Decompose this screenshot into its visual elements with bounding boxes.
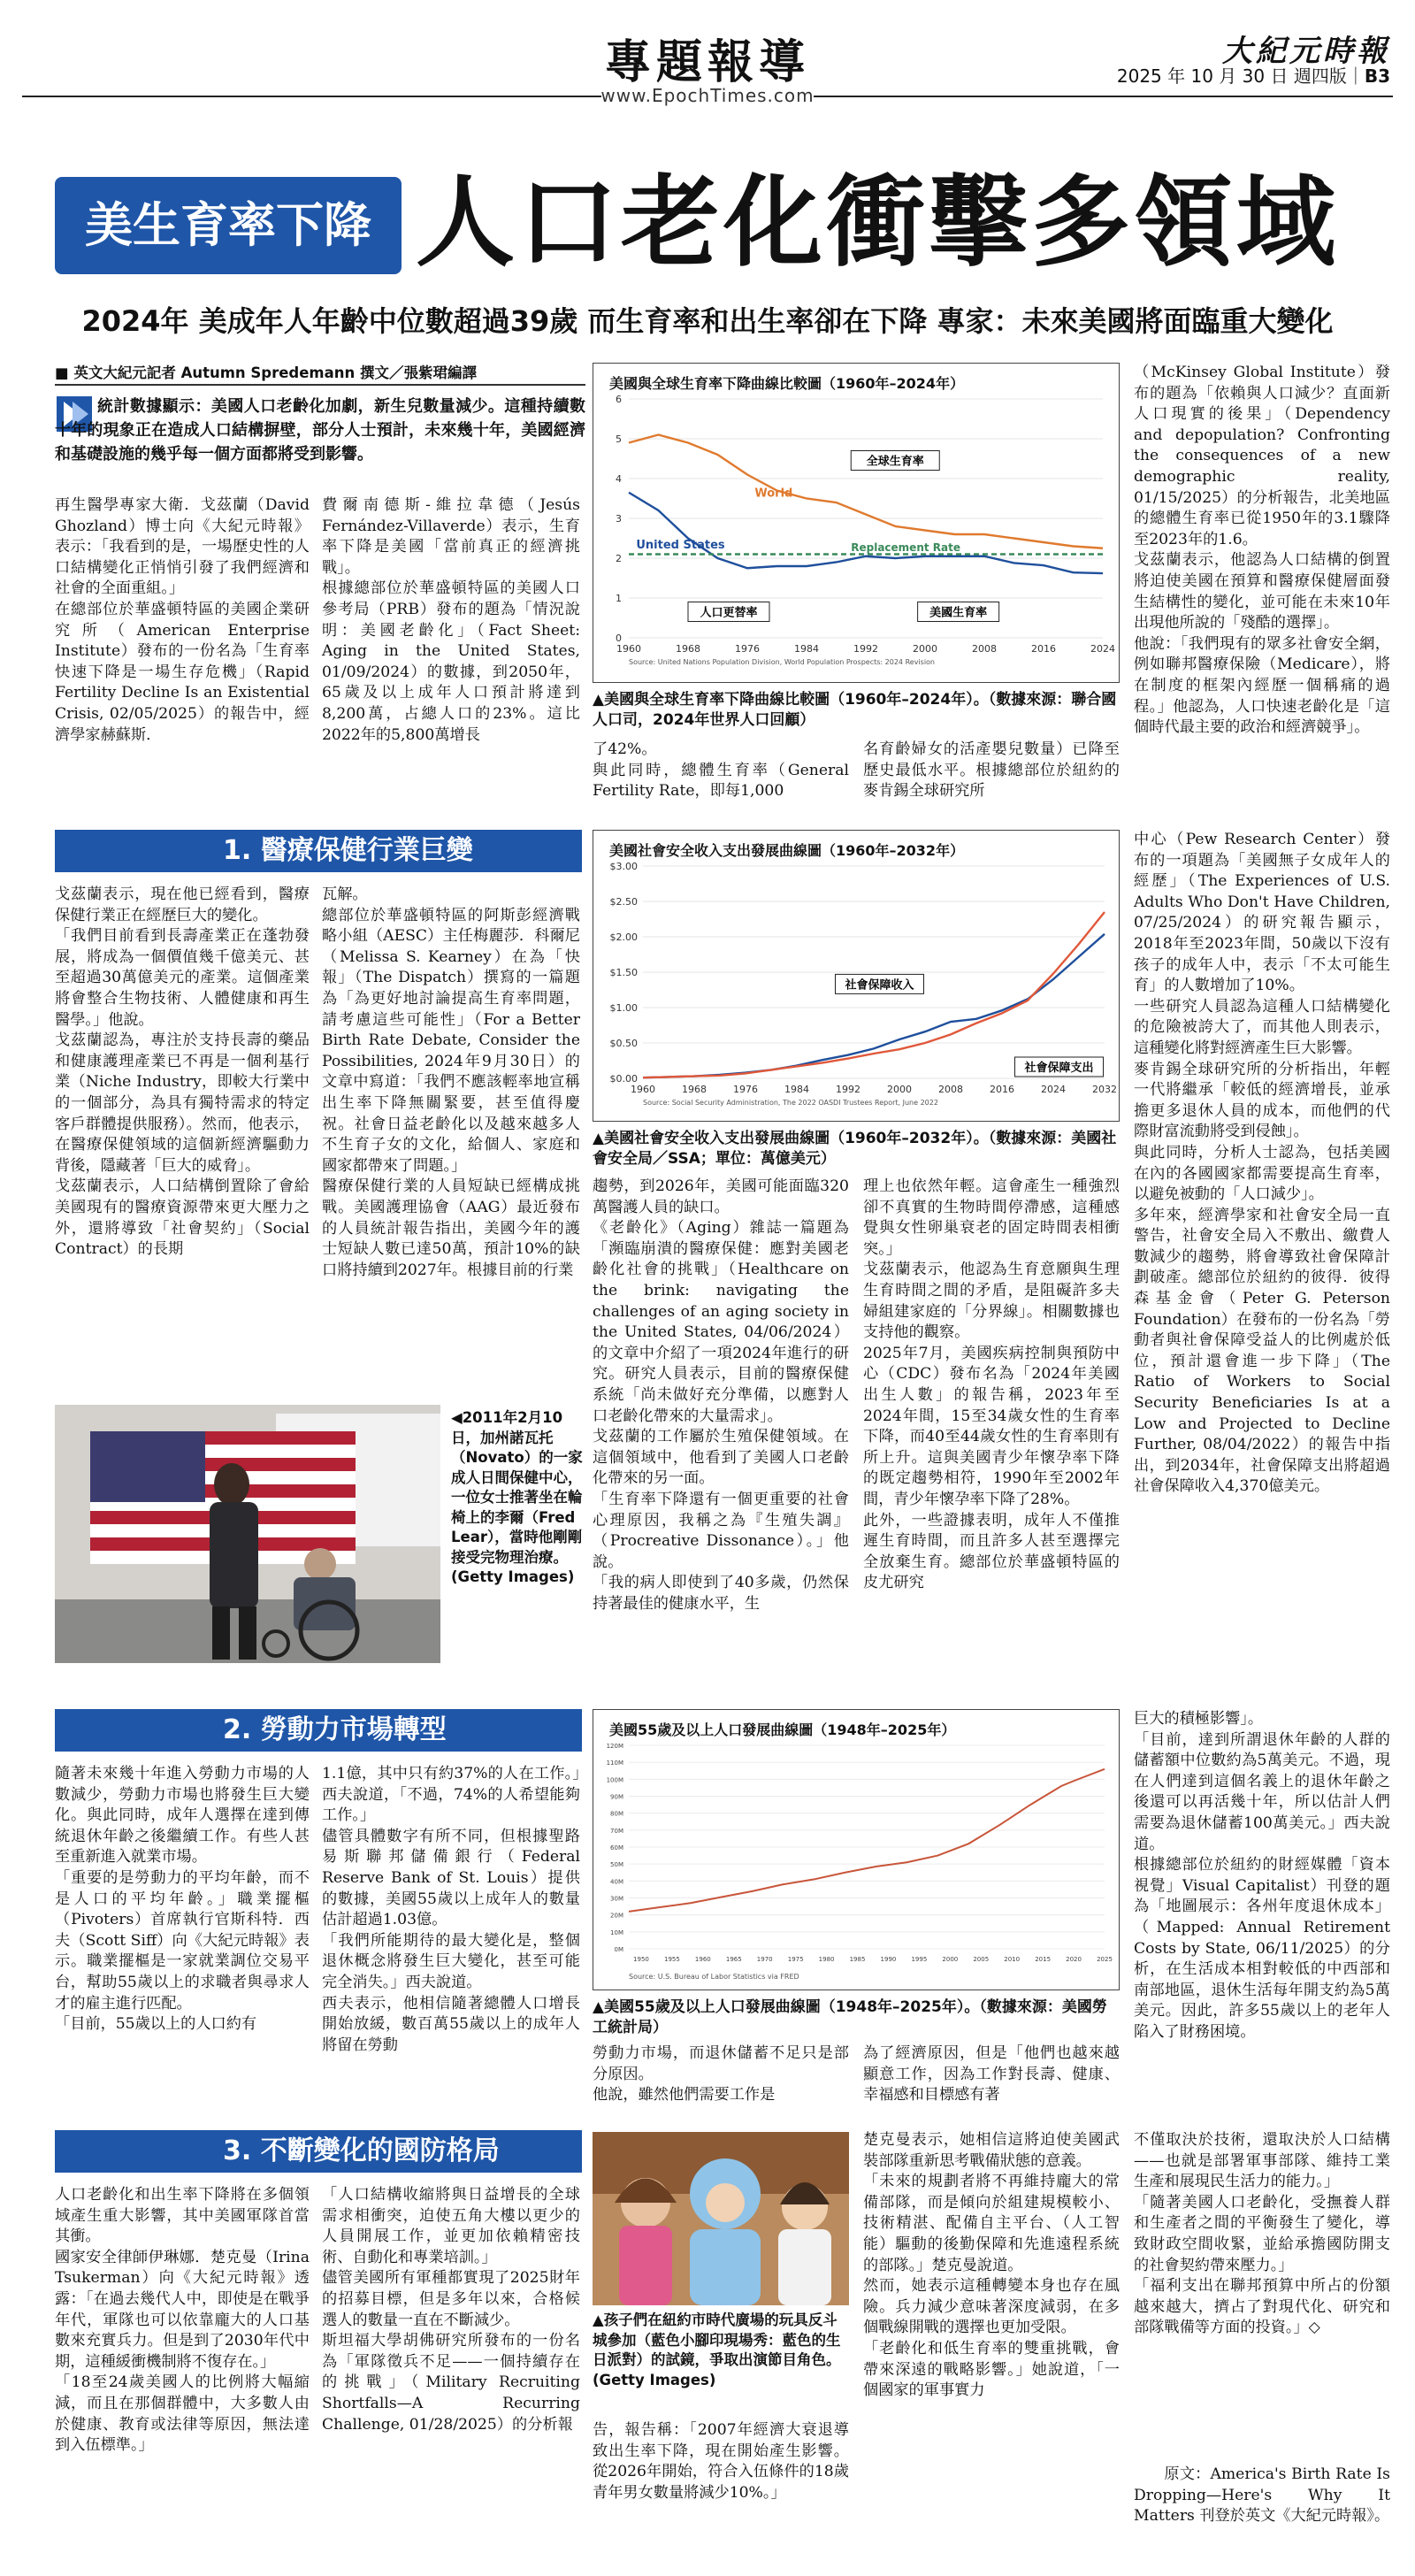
series-line-55-plus	[629, 1769, 1105, 1912]
intro-col-3b: 名育齡婦女的活產嬰兒數量）已降至歷史最低水平。根據總部位於紐約的麥肯錫全球研究所	[863, 740, 1120, 801]
x-tick-label: 1985	[849, 1956, 866, 1963]
x-tick-label: 1995	[911, 1956, 928, 1963]
x-tick-label: 1968	[676, 643, 700, 655]
series-line-united-states	[629, 493, 1103, 573]
y-tick-label: $3.00	[609, 861, 638, 872]
x-tick-label: 1976	[735, 643, 760, 655]
source-note: 原文：America's Birth Rate Is Dropping—Here's Why It Matters 刊登於英文《大紀元時報》。	[1134, 2465, 1390, 2526]
x-tick-label: 2016	[990, 1084, 1014, 1095]
y-tick-label: 10M	[610, 1928, 623, 1936]
social-security-chart-caption: ▲美國社會安全收入支出發展曲線圖（1960年–2032年）。（數據來源：美國社會安全局／SSA；單位：萬億美元）	[593, 1130, 1117, 1168]
sec1-col-2: 瓦解。 總部位於華盛頓特區的阿斯彭經濟戰略小組（AESC）主任梅麗莎．科爾尼（Melissa S. Kearney）在為「快報」（The Dispatch）撰寫的一篇題為「為更好地討論提高生育率問題，請考慮這些可能性」（For a Better Birth Rate Debate, Consider the Possibilities, 2024年9月30日）的文章中寫道：「我們不應該輕率地宣稱出生率下降無關緊要，甚至值得慶祝。社會日益老齡化以及越來越多人不生育子女的文化，給個人、家庭和國家都帶來了問題。」 醫療保健行業的人員短缺已經構成挑戰。美國護理協會（AAG）最近發布的人員統計報告指出，美國今年的護士短缺人數已達50萬，預計10%的缺口將持續到2027年。根據目前的行業	[322, 886, 580, 1279]
photo-children-image	[593, 2132, 849, 2305]
y-tick-label: 0M	[614, 1946, 623, 1953]
y-tick-label: 110M	[606, 1760, 623, 1767]
section-title: 專題報導	[604, 36, 810, 89]
issue-date: 2025 年 10 月 30 日 週四版｜B3	[1116, 65, 1390, 87]
x-tick-label: 2032	[1092, 1084, 1117, 1095]
sec2-col-1: 隨著未來幾十年進入勞動力市場的人數減少，勞動力市場也將發生巨大變化。與此同時，成年人選擇在達到傳統退休年齡之後繼續工作。有些人甚至重新進入就業市場。 「重要的是勞動力的平均年齡，而不是人口的平均年齡。」職業擺樞（Pivoters）首席執行官斯科特．西夫（Scott Siff）向《大紀元時報》表示。職業擺樞是一家就業調位交易平台，幫助55歲以上的求職者與尋求人才的雇主進行匹配。 「目前，55歲以上的人口約有	[55, 1765, 310, 2034]
sec3-col-2: 「人口結構收縮將與日益增長的全球需求相衝突，迫使五角大樓以更少的人員開展工作，並更加依賴精密技術、自動化和專業培訓。」 儘管美國所有軍種都實現了2025財年的招募目標，但是多年以來，合格候選人的數量一直在不斷減少。 斯坦福大學胡佛研究所發布的一份名為「軍隊徵兵不足——一個持續存在的挑戰」（Military Recruiting Shortfalls—A Recurring Challenge, 01/28/2025）的分析報	[322, 2186, 580, 2434]
section-1-header: 1. 醫療保健行業巨變	[55, 830, 582, 872]
chart-title: 美國社會安全收入支出發展曲線圖（1960年–2032年）	[609, 842, 965, 859]
y-tick-label: 30M	[610, 1895, 623, 1903]
headline-title: 人口老化衝擊多領域	[416, 165, 1339, 280]
y-tick-label: 120M	[606, 1743, 623, 1750]
x-tick-label: 2005	[973, 1956, 990, 1963]
y-tick-label: 6	[616, 394, 622, 405]
fertility-chart-caption: ▲美國與全球生育率下降曲線比較圖（1960年–2024年）。（數據來源：聯合國人口司，2024年世界人口回顧）	[593, 691, 1117, 729]
chart-source: Source: Social Security Administration, The 2022 OASDI Trustees Report, June 2022	[643, 1099, 938, 1107]
byline: ■ 英文大紀元記者 Autumn Spredemann 撰文／張紫珺編譯	[55, 364, 478, 381]
population-55-chart-svg	[593, 1736, 1121, 1990]
y-tick-label: $0.00	[609, 1073, 638, 1085]
x-tick-label: 2024	[1090, 643, 1115, 655]
x-tick-label: 1992	[836, 1084, 860, 1095]
series-label-united-states: United States	[636, 538, 725, 552]
x-tick-label: 2000	[913, 643, 937, 655]
y-tick-label: $1.00	[609, 1002, 638, 1014]
sec3-col-4: 楚克曼表示，她相信這將迫使美國武裝部隊重新思考戰備狀態的意義。 「未來的規劃者將不再維持龐大的常備部隊，而是傾向於組建規模較小、技術精湛、配備自主平台、（人工智能）驅動的後勤保障和先進遠程系統的部隊。」楚克曼說道。 然而，她表示這種轉變本身也存在風險。兵力減少意味著深度減弱，在多個戰線開戰的選擇也更加受限。 「老齡化和低生育率的雙重挑戰，會帶來深遠的戰略影響。」她說道，「一個國家的軍事實力	[863, 2131, 1120, 2400]
y-tick-label: 4	[616, 473, 622, 485]
x-tick-label: 1976	[733, 1084, 758, 1095]
photo-children-caption: ▲孩子們在紐約市時代廣場的玩具反斗城參加（藍色小腳印現場秀：藍色的生日派對）的試鏡，爭取出演節目角色。(Getty Images)	[593, 2312, 841, 2388]
photo-wheelchair	[55, 1405, 440, 1663]
y-tick-label: $2.00	[609, 932, 638, 943]
sec2-col-3a: 勞動力市場，而退休儲蓄不足只是部分原因。 他說，雖然他們需要工作是	[593, 2044, 849, 2104]
x-tick-label: 2000	[942, 1956, 959, 1963]
x-tick-label: 1992	[853, 643, 878, 655]
y-tick-label: 60M	[610, 1844, 623, 1852]
expense-callout-label: 社會保障支出	[1024, 1062, 1094, 1075]
photo-wheelchair-caption: ◀2011年2月10日，加州諾瓦托（Novato）的一家成人日間保健中心，一位女士推著坐在輪椅上的李爾（Fred Lear），當時他剛剛接受完物理治療。(Getty Images)	[451, 1409, 583, 1585]
x-tick-label: 2020	[1066, 1956, 1082, 1963]
byline-rule	[55, 384, 585, 386]
sec2-col-2: 1.1億，其中只有約37%的人在工作。」西夫說道，「不過，74%的人希望能夠工作。」 儘管具體數字有所不同，但根據聖路易斯聯邦儲備銀行（Federal Reserve Bank of St. Louis）提供的數據，美國55歲以上成年人的數量估計超過1.03億。 「我們所能期待的最大變化是，整個退休概念將發生巨大變化，甚至可能完全消失。」西夫說道。 西夫表示，他相信隨著總體人口增長開始放緩，數百萬55歲以上的成年人將留在勞動	[322, 1765, 580, 2054]
y-tick-label: 100M	[606, 1776, 623, 1784]
y-tick-label: 0	[616, 632, 622, 644]
sec1-col-3: 趨勢，到2026年，美國可能面臨320萬醫護人員的缺口。 《老齡化》（Aging）雜誌一篇題為「瀕臨崩潰的醫療保健：應對美國老齡化社會的挑戰」（Healthcare on the brink: navigating the challenges of an aging society in the United States, 04/06/2024）的文章中介紹了一項2024年進行的研究。研究人員表示，目前的醫療保健系統「尚未做好充分準備，以應對人口老齡化帶來的大量需求」。 戈茲蘭的工作屬於生殖保健領域。在這個領域中，他看到了美國人口老齡化帶來的另一面。 「生育率下降還有一個更重要的社會心理原因，我稱之為『生殖失調』（Procreative Dissonance）。」他說。 「我的病人即使到了40多歲，仍然保持著最佳的健康水平，生	[593, 1177, 849, 1613]
chart-source: Source: U.S. Bureau of Labor Statistics via FRED	[629, 1973, 799, 1981]
x-tick-label: 1965	[725, 1956, 742, 1963]
section-2-header: 2. 勞動力市場轉型	[55, 1709, 582, 1752]
replacement-callout-label: 人口更替率	[700, 606, 758, 620]
site-url: www.EpochTimes.com	[600, 85, 815, 106]
intro-col-4: （McKinsey Global Institute）發布的題為「依賴與人口減少？直面新人口現實的後果」（Dependency and depopulation? Confronting the consequences of a new demographic reality, 01/15/2025）的分析報告，北美地區的總體生育率已從1950年的3.1驟降至2023年的1.6。 戈茲蘭表示，他認為人口結構的倒置將迫使美國在預算和醫療保健層面發生結構性的變化，並可能在未來10年出現他所說的「殘酷的選擇」。 他說：「我們現有的眾多社會安全網，例如聯邦醫療保險（Medicare），將在制度的框架內經歷一個稱痛的過程。」他認為，人口快速老齡化是「這個時代最主要的政治和經濟競爭」。	[1134, 364, 1390, 737]
x-tick-label: 1960	[631, 1084, 655, 1095]
series-line-0	[643, 934, 1105, 1077]
sec1-col-4: 理上也依然年輕。這會產生一種強烈卻不真實的生物時間停滯感，這種感覺與女性卵巢衰老的固定時間表相衝突。」 戈茲蘭表示，他認為生育意願與生理生育時間之間的矛盾，是阻礙許多夫婦組建家庭的「分界線」。相關數據也支持他的觀察。 2025年7月，美國疾病控制與預防中心（CDC）發布名為「2024年美國出生人數」的報告稱，2023年至2024年間，15至34歲女性的生育率下降，而40至44歲女性的生育率則有所上升。這與美國青少年懷孕率下降的既定趨勢相符，1990年至2002年間，青少年懷孕率下降了28%。 此外，一些證據表明，成年人不僅推遲生育時間，而且許多人甚至選擇完全放棄生育。總部位於華盛頓特區的皮尤研究	[863, 1177, 1120, 1592]
x-tick-label: 2008	[938, 1084, 963, 1095]
x-tick-label: 1960	[694, 1956, 711, 1963]
x-tick-label: 1984	[794, 643, 819, 655]
x-tick-label: 2025	[1097, 1956, 1113, 1963]
header-rule-left	[22, 96, 601, 97]
fertility-chart	[593, 363, 1120, 683]
y-tick-label: $1.50	[609, 967, 638, 978]
header-rule-right	[814, 96, 1393, 97]
chart-source: Source: United Nations Population Division, World Population Prospects: 2024 Revision	[629, 658, 935, 666]
sec1-col-1: 戈茲蘭表示，現在他已經看到，醫療保健行業正在經歷巨大的變化。 「我們目前看到長壽產業正在蓬勃發展，將成為一個價值幾千億美元、甚至超過30萬億美元的產業。這個產業將會整合生物技術、人體健康和再生醫學。」他說。 戈茲蘭認為，專注於支持長壽的藥品和健康護理產業已不再是一個利基行業（Niche Industry，即較大行業中的一個部分，為具有獨特需求的特定客戶群體提供服務）。然而，他表示，在醫療保健領域的這個新經濟驅動力背後，隱藏著「巨大的威脅」。 戈茲蘭表示，人口結構倒置除了會給美國現有的醫療資源帶來更大壓力之外，還將導致「社會契約」（Social Contract）的長期	[55, 886, 310, 1259]
lead-paragraph: 統計數據顯示：美國人口老齡化加劇，新生兒數量減少。這種持續數十年的現象正在造成人口結構摒壁，部分人士預計，未來幾十年，美國經濟和基礎設施的幾乎每一個方面都將受到影響。	[55, 397, 585, 464]
y-tick-label: 20M	[610, 1912, 623, 1920]
x-tick-label: 2008	[972, 643, 997, 655]
headline-subtitle: 2024年 美成年人年齡中位數超過39歲 而生育率和出生率卻在下降 專家：未來美國將面臨重大變化	[81, 304, 1334, 338]
population-55-chart	[593, 1709, 1120, 1990]
series-label-replacement: Replacement Rate	[851, 540, 960, 554]
intro-col-1: 再生醫學專家大衛．戈茲蘭（David Ghozland）博士向《大紀元時報》表示：「我看到的是，一場歷史性的人口結構變化正悄悄引發了我們經濟和社會的全面重組。」 在總部位於華盛頓特區的美國企業研究所（American Enterprise Institute）發布的一份名為「生育率快速下降是一場生存危機」（Rapid Fertility Decline Is an Existential Crisis, 02/05/2025）的報告中，經濟學家赫蘇斯．	[55, 496, 310, 744]
sec3-col-1: 人口老齡化和出生率下降將在多個領域產生重大影響，其中美國軍隊首當其衝。 國家安全律師伊琳娜．楚克曼（Irina Tsukerman）向《大紀元時報》透露：「在過去幾代人中，即使是在戰爭年代，軍隊也可以依靠龐大的人口基數來充實兵力。但是到了2030年代中期，這種緩衝機制將不復存在。」 「18至24歲美國人的比例將大幅縮減，而且在那個群體中，大多數人由於健康、教育或法律等原因，無法達到入伍標準。」	[55, 2186, 310, 2455]
y-tick-label: 90M	[610, 1793, 623, 1801]
social-security-chart-svg	[593, 857, 1121, 1121]
sec2-col-4: 巨大的積極影響」。 「目前，達到所謂退休年齡的人群的儲蓄額中位數約為5萬美元。不過，現在人們達到這個名義上的退休年齡之後還可以再活幾十年，所以估計人們需要為退休儲蓄100萬美元。」西夫說道。 根據總部位於紐約的財經媒體「資本視覺」Visual Capitalist）刊登的題為「地圖展示：各州年度退休成本」（Mapped: Annual Retirement Costs by State, 06/11/2025）的分析，在生活成本相對較低的中西部和南部地區，退休生活每年開支約為5萬美元。因此，許多55歲以上的老年人陷入了財務困境。	[1134, 1710, 1390, 2041]
y-tick-label: 40M	[610, 1878, 623, 1886]
sec1-col-5: 中心（Pew Research Center）發布的一項題為「美國無子女成年人的經歷」（The Experiences of U.S. Adults Who Don't Have Children, 07/25/2024）的研究報告顯示，2018年至2023年間，50歲以下沒有孩子的成年人中，表示「不太可能生育」的人數增加了10%。 一些研究人員認為這種人口結構變化的危險被誇大了，而其他人則表示，這種變化將對經濟產生巨大影響。 麥肯錫全球研究所的分析指出，年輕一代將繼承「較低的經濟增長，並承擔更多退休人員的成本，而他們的代際財富流動將受到侵蝕」。 與此同時，分析人士認為，包括美國在內的各國國家都需要提高生育率，以避免被動的「人口減少」。 多年來，經濟學家和社會安全局一直警告，社會安全局入不敷出、繳費人數減少的趨勢，將會導致社會保障計劃破產。總部位於紐約的彼得．彼得森基金會（Peter G. Peterson Foundation）在發布的一份名為「勞動者與社會保障受益人的比例處於低位，預計還會進一步下降」（The Ratio of Workers to Social Security Beneficiaries Is at a Low and Projected to Decline Further, 08/04/2022）的報告中指出，到2034年，社會保障支出將超過社會保障收入4,370億美元。	[1134, 831, 1390, 1496]
usa-callout-label: 美國生育率	[929, 606, 988, 620]
intro-col-3a: 了42%。 與此同時，總體生育率（General Fertility Rate，即每1,000	[593, 740, 849, 801]
sec3-col-3: 告，報告稱：「2007年經濟大衰退導致出生率下降，現在開始產生影響。從2026年開始，符合入伍條件的18歲青年男女數量將減少10%。」	[593, 2421, 849, 2502]
x-tick-label: 2016	[1031, 643, 1056, 655]
x-tick-label: 1968	[682, 1084, 707, 1095]
y-tick-label: 50M	[610, 1861, 623, 1869]
population-55-chart-caption: ▲美國55歲及以上人口發展曲線圖（1948年–2025年）。（數據來源：美國勞工統計局）	[593, 1998, 1107, 2036]
x-tick-label: 1955	[663, 1956, 680, 1963]
x-tick-label: 1960	[616, 643, 641, 655]
y-tick-label: 80M	[610, 1810, 623, 1818]
world-callout-label: 全球生育率	[866, 455, 924, 469]
x-tick-label: 1950	[633, 1956, 649, 1963]
chart-title: 美國55歲及以上人口發展曲線圖（1948年–2025年）	[609, 1721, 956, 1738]
x-tick-label: 1980	[818, 1956, 835, 1963]
x-tick-label: 2024	[1041, 1084, 1066, 1095]
y-tick-label: 1	[616, 593, 622, 604]
photo-wheelchair-image	[55, 1405, 440, 1663]
y-tick-label: $2.50	[609, 896, 638, 908]
x-tick-label: 1984	[784, 1084, 809, 1095]
sec2-col-3b: 為了經濟原因，但是「他們也越來越顯意工作，因為工作對長壽、健康、幸福感和目標感有著	[863, 2044, 1120, 2104]
fertility-chart-svg	[593, 390, 1121, 682]
x-tick-label: 2010	[1004, 1956, 1021, 1963]
y-tick-label: $0.50	[609, 1038, 638, 1049]
x-tick-label: 2015	[1035, 1956, 1052, 1963]
x-tick-label: 1970	[756, 1956, 773, 1963]
series-label-world: World	[754, 487, 793, 501]
headline-kicker: 美生育率下降	[55, 177, 402, 274]
x-tick-label: 1990	[880, 1956, 897, 1963]
page-header	[0, 0, 1415, 142]
chart-title: 美國與全球生育率下降曲線比較圖（1960年–2024年）	[609, 375, 965, 392]
section-3-header: 3. 不斷變化的國防格局	[55, 2130, 582, 2173]
x-tick-label: 2000	[887, 1084, 912, 1095]
sec3-col-5: 不僅取決於技術，還取決於人口結構——也就是部署軍事部隊、維持工業生產和展現民生活力的能力。」 「隨著美國人口老齡化，受撫養人群和生產者之間的平衡發生了變化，導致財政空間收緊，並給承擔國防開支的社會契約帶來壓力。」 「福利支出在聯邦預算中所占的份額越來越大，擠占了對現代化、研究和部隊戰備等方面的投資。」◇	[1134, 2131, 1390, 2337]
income-callout-label: 社會保障收入	[845, 978, 914, 993]
y-tick-label: 3	[616, 513, 622, 525]
intro-col-2: 費爾南德斯-維拉韋德（Jesús Fernández-Villaverde）表示，生育率下降是美國「當前真正的經濟挑戰」。 根據總部位於華盛頓特區的美國人口參考局（PRB）發布的題為「情況說明：美國老齡化」（Fact Sheet: Aging in the United States, 01/09/2024）的數據，到2050年，65歲及以上成年人口預計將達到8,200萬，占總人口的23%。這比2022年的5,800萬增長	[322, 496, 580, 744]
social-security-chart	[593, 830, 1120, 1122]
epoch-logo: 大紀元時報	[1222, 34, 1390, 69]
y-tick-label: 70M	[610, 1827, 623, 1835]
photo-children	[593, 2132, 849, 2305]
y-tick-label: 2	[616, 553, 622, 564]
y-tick-label: 5	[616, 433, 622, 445]
x-tick-label: 1975	[787, 1956, 804, 1963]
